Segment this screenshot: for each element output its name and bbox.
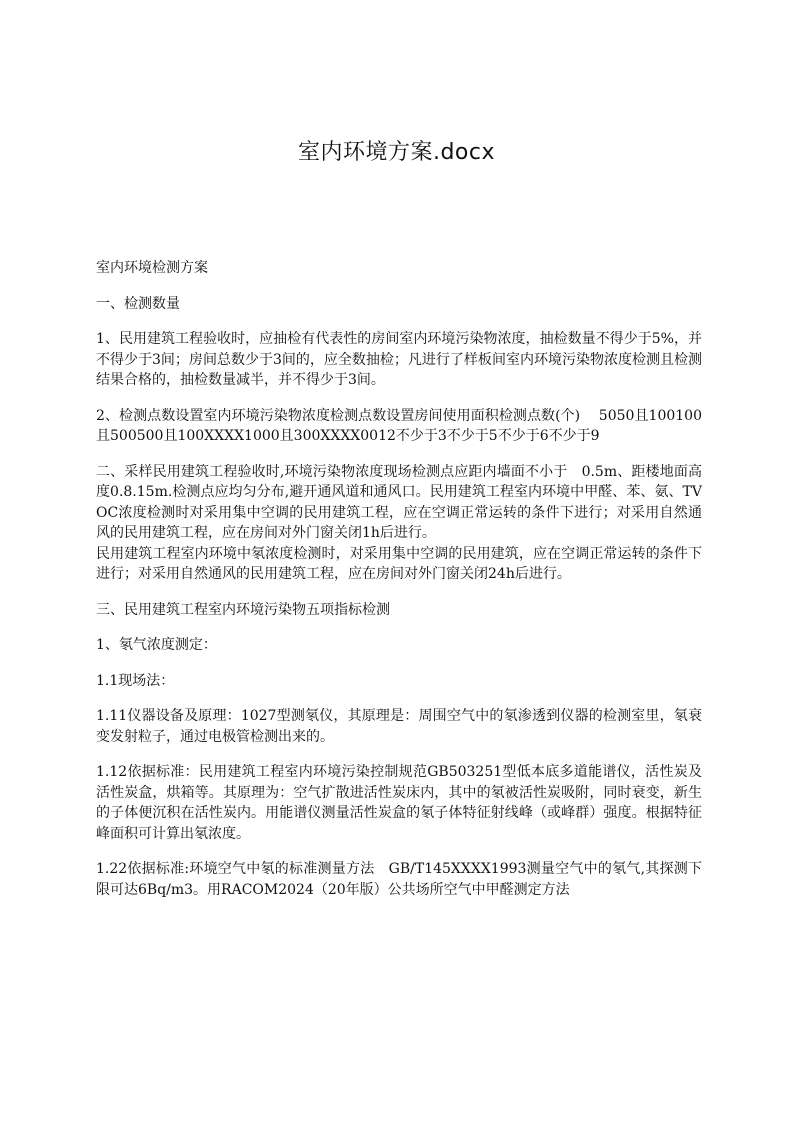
paragraph-sampling-count: 1、民用建筑工程验收时，应抽检有代表性的房间室内环境污染物浓度，抽检数量不得少于5%，并不得少于3间；房间总数少于3间的，应全数抽检；凡进行了样板间室内环境污染物浓度检测且检测结果合格的，抽检数量减半，并不得少于3间。 — [96, 331, 702, 388]
paragraph-standard-1: 1.12依据标准：民用建筑工程室内环境污染控制规范GB503251型低本底多道能谱仪，活性炭及活性炭盒，烘箱等。其原理为：空气扩散进活性炭床内，其中的氡被活性炭吸附，同时衰变，新生的子体便沉积在活性炭内。用能谱仪测量活性炭盒的氡子体特征射线峰（或峰群）强度。根据特征峰面积可计算出氡浓度。 — [96, 764, 702, 842]
paragraph-instrument: 1.11仪器设备及原理：1027型测氡仪，其原理是：周围空气中的氡渗透到仪器的检测室里，氡衰变发射粒子，通过电极管检测出来的。 — [96, 708, 702, 745]
paragraph-standard-2: 1.22依据标准:环境空气中氡的标准测量方法 GB/T145XXXX1993测量空气中的氡气,其探测下限可达6Bq/m3。用RACOM2024（20年版）公共场所空气中甲醛测定方法 — [96, 861, 702, 898]
paragraph-radon-measurement: 1、氡气浓度测定： — [96, 637, 217, 653]
paragraph-section-3: 三、民用建筑工程室内环境污染物五项指标检测 — [96, 601, 390, 618]
document-body — [96, 258, 702, 915]
paragraph-section-2: 二、采样民用建筑工程验收时,环境污染物浓度现场检测点应距内墙面不小于 0.5m、距楼地面高度0.8.15m.检测点应均匀分布,避开通风道和通风口。民用建筑工程室内环境中甲醛、苯、氨、TVOC浓度检测时对采用集中空调的民用建筑工程，应在空调正常运转的条件下进行；对采用自然通风的民用建筑工程，应在房间对外门窗关闭1h后进行。 — [96, 463, 702, 541]
paragraph-section-1: 一、检测数量 — [96, 295, 180, 312]
paragraph-heading: 室内环境检测方案 — [96, 260, 208, 276]
paragraph-field-method: 1.1现场法： — [96, 672, 175, 689]
document-title: 室内环境方案.docx — [297, 140, 496, 165]
paragraph-point-settings: 2、检测点数设置室内环境污染物浓度检测点数设置房间使用面积检测点数(个) 5050且100100且500500且100XXXX1000且300XXXX0012不少于3不少于5不少于6不少于9 — [96, 407, 702, 444]
paragraph-radon-conditions: 民用建筑工程室内环境中氡浓度检测时，对采用集中空调的民用建筑，应在空调正常运转的条件下进行；对采用自然通风的民用建筑工程，应在房间对外门窗关闭24h后进行。 — [96, 545, 702, 582]
